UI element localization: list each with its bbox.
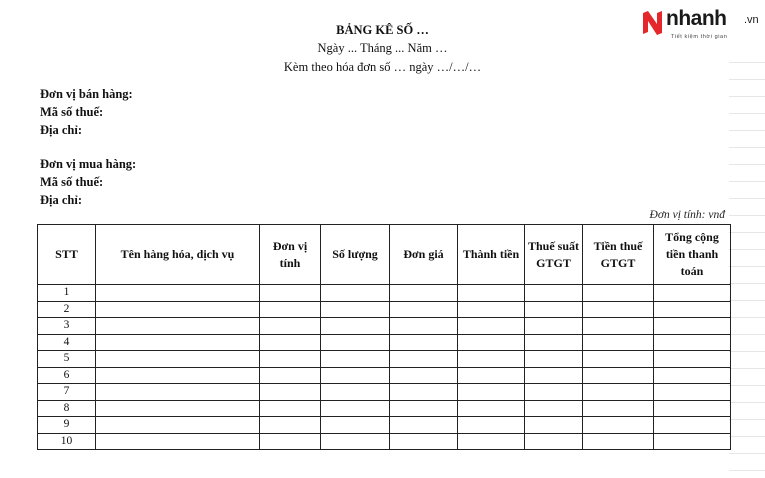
empty-cell <box>654 318 731 335</box>
empty-cell <box>583 367 654 384</box>
empty-cell <box>525 285 583 302</box>
empty-cell <box>390 400 458 417</box>
table-row <box>38 433 731 450</box>
empty-cell <box>260 301 321 318</box>
empty-cell <box>96 367 260 384</box>
empty-cell <box>390 417 458 434</box>
logo-tagline: Tiết kiệm thời gian <box>671 34 728 40</box>
empty-cell <box>583 433 654 450</box>
empty-cell <box>390 367 458 384</box>
empty-cell <box>260 318 321 335</box>
empty-cell <box>96 351 260 368</box>
empty-cell <box>390 285 458 302</box>
document-title: BẢNG KÊ SỐ … <box>336 23 429 37</box>
empty-cell <box>260 351 321 368</box>
seller-name-label: Đơn vị bán hàng: <box>40 87 133 101</box>
empty-cell <box>583 384 654 401</box>
currency-unit-note: Đơn vị tính: vnđ <box>649 209 725 221</box>
row-number: 1 <box>38 285 96 302</box>
empty-cell <box>96 417 260 434</box>
col-header-vat-amount: Tiền thuế GTGT <box>583 225 654 285</box>
row-number: 6 <box>38 367 96 384</box>
empty-cell <box>260 417 321 434</box>
col-header-amount: Thành tiền <box>458 225 525 285</box>
empty-cell <box>458 417 525 434</box>
col-header-stt: STT <box>38 225 96 285</box>
empty-cell <box>654 400 731 417</box>
empty-cell <box>321 334 390 351</box>
empty-cell <box>260 285 321 302</box>
row-number: 8 <box>38 400 96 417</box>
empty-cell <box>654 417 731 434</box>
empty-cell <box>96 334 260 351</box>
empty-cell <box>654 334 731 351</box>
table-row <box>38 301 731 318</box>
empty-cell <box>458 301 525 318</box>
empty-cell <box>583 351 654 368</box>
empty-cell <box>390 301 458 318</box>
empty-cell <box>96 318 260 335</box>
empty-cell <box>654 433 731 450</box>
logo-brand-text: nhanh <box>666 7 727 30</box>
empty-cell <box>390 334 458 351</box>
empty-cell <box>321 417 390 434</box>
empty-cell <box>583 318 654 335</box>
empty-cell <box>260 400 321 417</box>
empty-cell <box>583 400 654 417</box>
empty-cell <box>321 351 390 368</box>
empty-cell <box>654 384 731 401</box>
row-number: 10 <box>38 433 96 450</box>
empty-cell <box>458 334 525 351</box>
row-number: 5 <box>38 351 96 368</box>
empty-cell <box>96 433 260 450</box>
empty-cell <box>321 400 390 417</box>
document-header <box>0 22 765 77</box>
empty-cell <box>321 318 390 335</box>
empty-cell <box>321 384 390 401</box>
col-header-item-name: Tên hàng hóa, dịch vụ <box>96 225 260 285</box>
table-row <box>38 285 731 302</box>
empty-cell <box>96 301 260 318</box>
empty-cell <box>525 334 583 351</box>
empty-cell <box>390 318 458 335</box>
row-number: 9 <box>38 417 96 434</box>
empty-cell <box>583 417 654 434</box>
empty-cell <box>654 351 731 368</box>
table-row <box>38 318 731 335</box>
table-row <box>38 417 731 434</box>
empty-cell <box>583 285 654 302</box>
seller-info <box>40 85 133 139</box>
row-number: 4 <box>38 334 96 351</box>
empty-cell <box>458 318 525 335</box>
empty-cell <box>583 301 654 318</box>
empty-cell <box>525 384 583 401</box>
row-number: 7 <box>38 384 96 401</box>
row-number: 3 <box>38 318 96 335</box>
table-row <box>38 351 731 368</box>
empty-cell <box>458 367 525 384</box>
col-header-unit: Đơn vị tính <box>260 225 321 285</box>
buyer-address-label: Địa chỉ: <box>40 193 83 207</box>
table-header-row <box>38 225 731 285</box>
empty-cell <box>583 334 654 351</box>
empty-cell <box>390 384 458 401</box>
invoice-reference-line: Kèm theo hóa đơn số … ngày …/…/… <box>283 60 482 74</box>
empty-cell <box>321 433 390 450</box>
empty-cell <box>96 400 260 417</box>
col-header-vat-rate: Thuế suất GTGT <box>525 225 583 285</box>
empty-cell <box>525 433 583 450</box>
empty-cell <box>458 285 525 302</box>
empty-cell <box>260 367 321 384</box>
seller-address-label: Địa chỉ: <box>40 123 83 137</box>
empty-cell <box>96 285 260 302</box>
empty-cell <box>458 351 525 368</box>
seller-tax-label: Mã số thuế: <box>40 105 104 119</box>
empty-cell <box>525 417 583 434</box>
buyer-info <box>40 155 136 209</box>
col-header-unit-price: Đơn giá <box>390 225 458 285</box>
empty-cell <box>260 433 321 450</box>
empty-cell <box>96 384 260 401</box>
empty-cell <box>390 433 458 450</box>
logo-domain-suffix: .vn <box>744 14 759 26</box>
col-header-total-payment: Tổng cộng tiền thanh toán <box>654 225 731 285</box>
table-row <box>38 334 731 351</box>
empty-cell <box>321 367 390 384</box>
date-line: Ngày ... Tháng ... Năm … <box>317 41 448 55</box>
empty-cell <box>390 351 458 368</box>
itemized-table <box>37 224 731 450</box>
empty-cell <box>260 384 321 401</box>
empty-cell <box>525 318 583 335</box>
empty-cell <box>260 334 321 351</box>
empty-cell <box>525 400 583 417</box>
buyer-tax-label: Mã số thuế: <box>40 175 104 189</box>
empty-cell <box>654 367 731 384</box>
empty-cell <box>458 400 525 417</box>
empty-cell <box>654 301 731 318</box>
buyer-name-label: Đơn vị mua hàng: <box>40 157 137 171</box>
row-number: 2 <box>38 301 96 318</box>
empty-cell <box>525 351 583 368</box>
table-row <box>38 367 731 384</box>
empty-cell <box>321 301 390 318</box>
table-row <box>38 400 731 417</box>
empty-cell <box>458 433 525 450</box>
table-row <box>38 384 731 401</box>
empty-cell <box>525 367 583 384</box>
empty-cell <box>654 285 731 302</box>
empty-cell <box>525 301 583 318</box>
col-header-quantity: Số lượng <box>321 225 390 285</box>
empty-cell <box>458 384 525 401</box>
empty-cell <box>321 285 390 302</box>
